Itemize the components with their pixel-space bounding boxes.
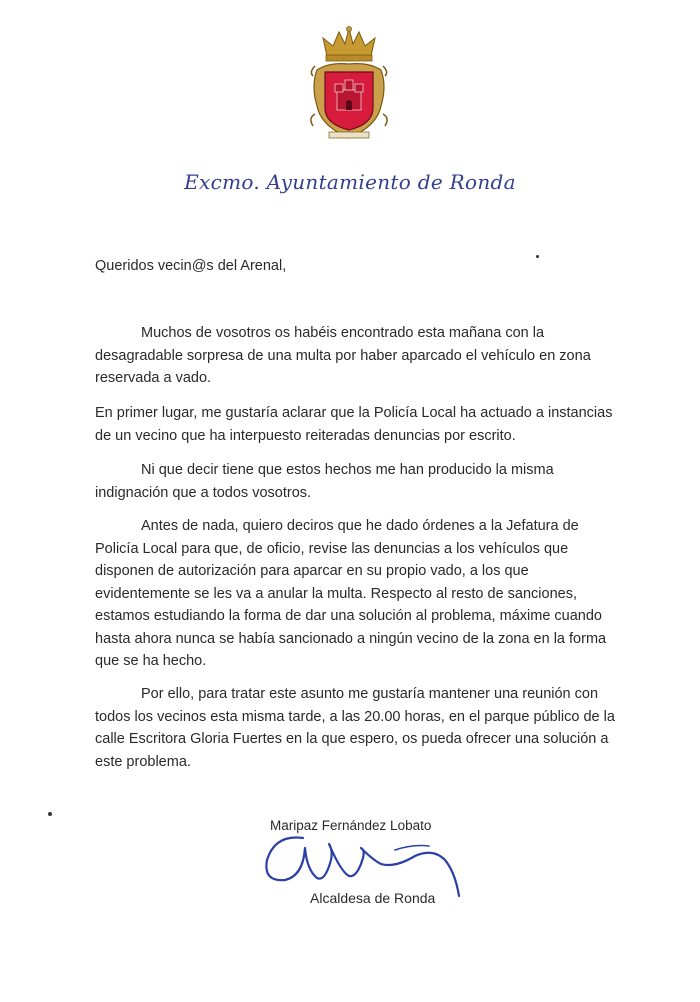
signatory-title: Alcaldesa de Ronda	[310, 890, 436, 906]
greeting: Queridos vecin@s del Arenal,	[95, 258, 287, 274]
signatory-name: Maripaz Fernández Lobato	[270, 818, 432, 833]
scan-speck	[536, 255, 539, 258]
paragraph-3: Ni que decir tiene que estos hechos me han producido la misma indignación que a todos vosotros.	[95, 462, 554, 501]
paragraph-5: Por ello, para tratar este asunto me gustaría mantener una reunión con todos los vecinos esta misma tarde, a las 20.00 horas, en el parque público de la calle Escritora Gloria Fuertes en la que espero, os pueda ofrecer una solución a este problema.	[95, 686, 615, 770]
scan-speck	[48, 812, 52, 816]
crest-icon	[309, 26, 389, 146]
institution-header: Excmo. Ayuntamiento de Ronda	[184, 170, 516, 194]
paragraph-2: En primer lugar, me gustaría aclarar que la Policía Local ha actuado a instancias de un vecino que ha interpuesto reiteradas denuncias por escrito.	[95, 405, 613, 444]
paragraph-4: Antes de nada, quiero deciros que he dado órdenes a la Jefatura de Policía Local para que, de oficio, revise las denuncias a los vehículos que disponen de autorización para aparcar en su propio vado, a los que evidentemente se les va a anular la multa. Respecto al resto de sanciones, estamos estudiando la forma de dar una solución al problema, máxime cuando hasta ahora nunca se había sancionado a ningún vecino de la zona en la forma que se ha hecho.	[95, 518, 607, 669]
paragraph-1: Muchos de vosotros os habéis encontrado esta mañana con la desagradable sorpresa de una multa por haber aparcado el vehículo en zona reservada a vado.	[95, 325, 591, 386]
